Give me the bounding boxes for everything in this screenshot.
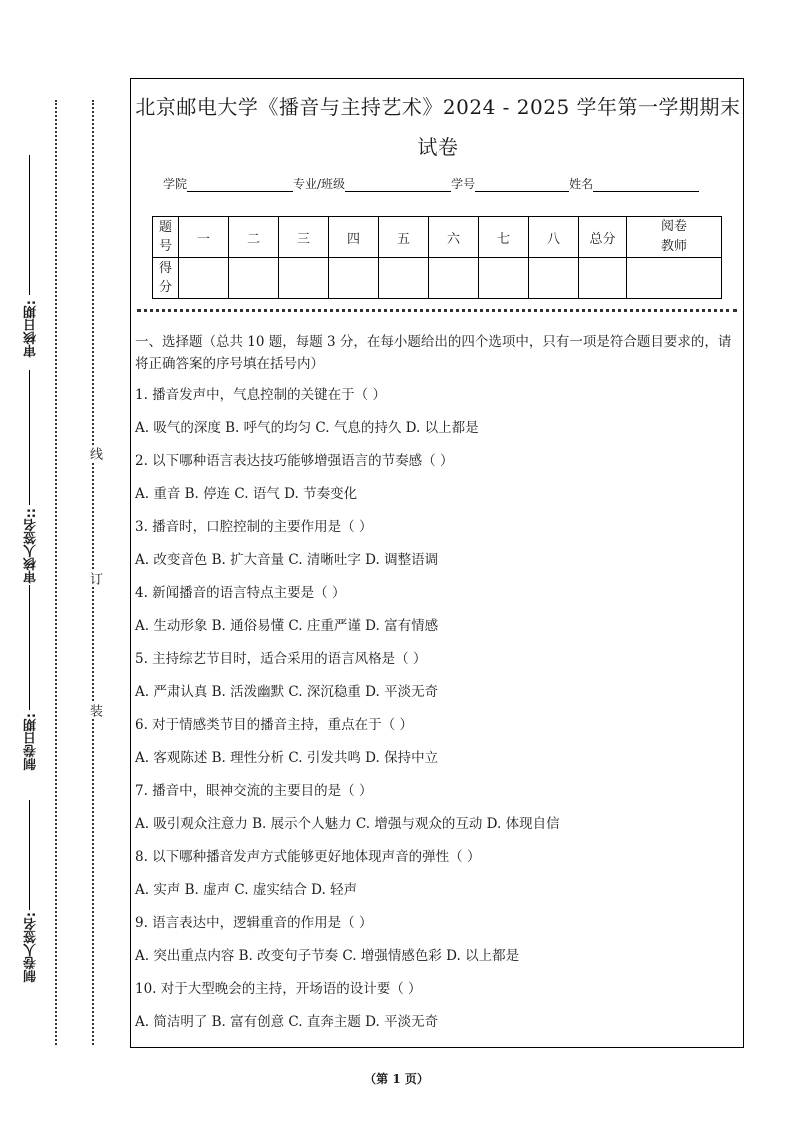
score-cell-6[interactable] bbox=[429, 258, 479, 299]
student-info-row bbox=[163, 175, 699, 192]
student-id-label: 学号 bbox=[451, 177, 476, 191]
grader-cell[interactable] bbox=[627, 258, 722, 299]
review-date-label: 审核日期: bbox=[24, 300, 39, 358]
question-6-options: A. 客观陈述 B. 理性分析 C. 引发共鸣 D. 保持中立 bbox=[135, 750, 439, 766]
reviewer-sign-label: 审核人签名:: bbox=[24, 508, 39, 584]
score-table bbox=[152, 216, 722, 299]
question-col-3: 三 bbox=[279, 217, 329, 258]
question-9-options: A. 突出重点内容 B. 改变句子节奏 C. 增强情感色彩 D. 以上都是 bbox=[135, 948, 520, 964]
question-col-1: 一 bbox=[179, 217, 229, 258]
name-label: 姓名 bbox=[569, 177, 594, 191]
maker-sign-label: 制卷人签名: bbox=[24, 912, 39, 983]
score-cell-7[interactable] bbox=[479, 258, 529, 299]
question-4-options: A. 生动形象 B. 通俗易懂 C. 庄重严谨 D. 富有情感 bbox=[135, 618, 439, 634]
question-8: 8. 以下哪种播音发声方式能够更好地体现声音的弹性（ ） bbox=[135, 849, 481, 865]
score-cell-1[interactable] bbox=[179, 258, 229, 299]
question-col-5: 五 bbox=[379, 217, 429, 258]
student-id-field[interactable] bbox=[475, 179, 569, 192]
question-9: 9. 语言表达中，逻辑重音的作用是（ ） bbox=[135, 915, 373, 931]
maker-sign-line bbox=[29, 800, 30, 910]
question-5: 5. 主持综艺节目时，适合采用的语言风格是（ ） bbox=[135, 651, 427, 667]
make-date-line bbox=[29, 585, 30, 710]
score-cell-4[interactable] bbox=[329, 258, 379, 299]
question-3-options: A. 改变音色 B. 扩大音量 C. 清晰吐字 D. 调整语调 bbox=[135, 552, 439, 568]
question-2-options: A. 重音 B. 停连 C. 语气 D. 节奏变化 bbox=[135, 486, 358, 502]
major-label: 专业/班级 bbox=[293, 177, 346, 191]
score-cell-3[interactable] bbox=[279, 258, 329, 299]
question-1: 1. 播音发声中，气息控制的关键在于（ ） bbox=[135, 387, 386, 403]
question-4: 4. 新闻播音的语言特点主要是（ ） bbox=[135, 585, 346, 601]
question-2: 2. 以下哪种语言表达技巧能够增强语言的节奏感（ ） bbox=[135, 453, 454, 469]
question-10-options: A. 简洁明了 B. 富有创意 C. 直奔主题 D. 平淡无奇 bbox=[135, 1014, 439, 1030]
section-1 bbox=[135, 331, 739, 1045]
question-col-4: 四 bbox=[329, 217, 379, 258]
score-cell-2[interactable] bbox=[229, 258, 279, 299]
score-table-score-row bbox=[153, 258, 722, 299]
question-number-header: 题 号 bbox=[153, 217, 179, 258]
college-label: 学院 bbox=[163, 177, 188, 191]
major-field[interactable] bbox=[345, 179, 451, 192]
question-8-options: A. 实声 B. 虚声 C. 虚实结合 D. 轻声 bbox=[135, 882, 358, 898]
question-7-options: A. 吸引观众注意力 B. 展示个人魅力 C. 增强与观众的互动 D. 体现自信 bbox=[135, 816, 560, 832]
exam-title-line2: 试卷 bbox=[417, 135, 459, 159]
reviewer-sign-line bbox=[29, 370, 30, 505]
question-1-options: A. 吸气的深度 B. 呼气的均匀 C. 气息的持久 D. 以上都是 bbox=[135, 420, 479, 436]
score-table-header-row bbox=[153, 217, 722, 258]
review-date-line bbox=[29, 155, 30, 295]
question-10: 10. 对于大型晚会的主持，开场语的设计要（ ） bbox=[135, 981, 422, 997]
score-cell-5[interactable] bbox=[379, 258, 429, 299]
exam-title-line1: 北京邮电大学《播音与主持艺术》2024 - 2025 学年第一学期期末 bbox=[135, 95, 741, 119]
bind-word-line: 线 bbox=[87, 447, 102, 460]
total-score-cell[interactable] bbox=[579, 258, 627, 299]
question-7: 7. 播音中，眼神交流的主要目的是（ ） bbox=[135, 783, 373, 799]
section-1-heading: 一、选择题（总共 10 题，每题 3 分，在每小题给出的四个选项中，只有一项是符合题目要求的，请将正确答案的序号填在括号内） bbox=[135, 334, 732, 372]
bind-word-bind: 装 bbox=[87, 704, 102, 717]
question-col-6: 六 bbox=[429, 217, 479, 258]
make-date-label: 制卷日期: bbox=[24, 713, 39, 771]
question-3: 3. 播音时，口腔控制的主要作用是（ ） bbox=[135, 519, 373, 535]
bind-word-order: 订 bbox=[87, 572, 102, 585]
exam-frame bbox=[130, 78, 744, 1048]
question-6: 6. 对于情感类节目的播音主持，重点在于（ ） bbox=[135, 717, 413, 733]
question-5-options: A. 严肃认真 B. 活泼幽默 C. 深沉稳重 D. 平淡无奇 bbox=[135, 684, 439, 700]
score-cell-8[interactable] bbox=[529, 258, 579, 299]
question-col-2: 二 bbox=[229, 217, 279, 258]
total-score-header: 总分 bbox=[579, 217, 627, 258]
header-separator bbox=[137, 309, 737, 312]
question-col-8: 八 bbox=[529, 217, 579, 258]
grader-header: 阅卷 教师 bbox=[627, 217, 722, 258]
page-number: （第 1 页） bbox=[364, 1072, 429, 1086]
question-col-7: 七 bbox=[479, 217, 529, 258]
binding-dotted-line-inner bbox=[55, 100, 57, 1045]
name-field[interactable] bbox=[593, 179, 699, 192]
score-header: 得 分 bbox=[153, 258, 179, 299]
college-field[interactable] bbox=[187, 179, 293, 192]
